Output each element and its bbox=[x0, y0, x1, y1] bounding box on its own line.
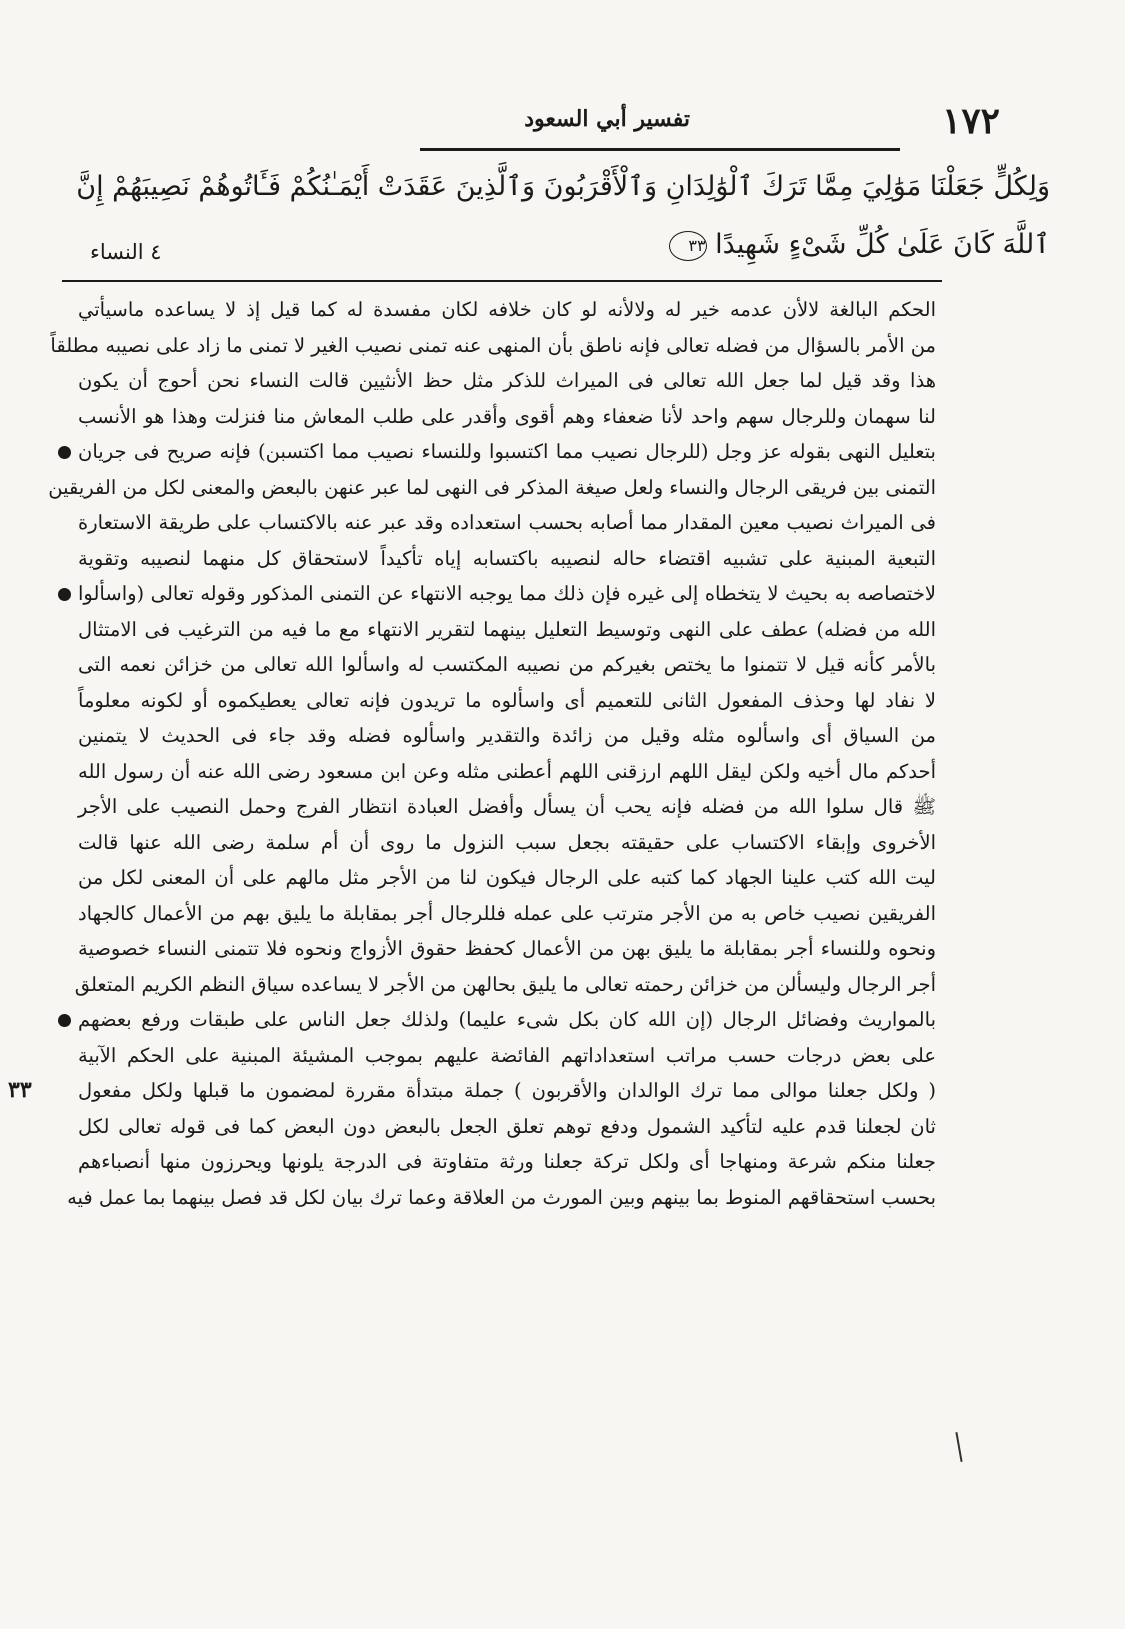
commentary-line: ثان لجعلنا قدم عليه لتأكيد الشمول ودفع توهم تعلق الجعل بالبعض دون البعض كما فى قوله تعالى لكل bbox=[78, 1114, 936, 1138]
header-rule bbox=[420, 148, 900, 151]
commentary-line-bulleted bbox=[78, 434, 936, 470]
commentary-line: لا نفاد لها وحذف المفعول الثانى للتعميم أى واسألوه ما تريدون فإنه تعالى يعطيكموه أو لكونه معلوماً bbox=[78, 688, 936, 712]
page-number: ١٧٢ bbox=[941, 100, 1000, 142]
quran-verse bbox=[76, 158, 1050, 274]
commentary-line-text: ( ولكل جعلنا موالى مما ترك الوالدان والأقربون ) جملة مبتدأة مقررة لمضمون ما قبلها ولكل مفعول bbox=[78, 1079, 936, 1102]
commentary-line: التمنى بين فريقى الرجال والنساء ولعل صيغة المذكر فى النهى لما عبر عنهن بالبعض والمعنى لكل من الفريقين bbox=[48, 475, 936, 499]
commentary-line: الله من فضله) عطف على النهى وتوسيط التعليل بينهما لتقرير الانتهاء مع ما فيه من الترغيب فى الامتثال bbox=[78, 617, 936, 641]
commentary-line: أحدكم مال أخيه ولكن ليقل اللهم ارزقنى اللهم أعطنى مثله وعن ابن مسعود رضى الله عنه أن رسول الله bbox=[78, 759, 936, 783]
commentary-line: ليت الله كتب علينا الجهاد كما كتبه على الرجال فيكون لنا من الأجر مثل مالهم على أن المعنى لكل من bbox=[78, 866, 936, 889]
commentary-line: على بعض درجات حسب مراتب استعداداتهم الفائضة عليهم بموجب المشيئة المبنية على الحكم الآبية bbox=[78, 1043, 936, 1067]
verse-line-2 bbox=[80, 216, 1050, 274]
margin-verse-number: ٣٣ bbox=[8, 1077, 32, 1103]
commentary-line-bulleted bbox=[78, 1002, 936, 1038]
verse-number-marker: ٣٣ bbox=[669, 231, 707, 261]
commentary-line: لنا سهمان وللرجال سهم واحد لأنا ضعفاء وهم أقوى وأقدر على طلب المعاش منا فنزلت وهذا هو الأنسب bbox=[78, 404, 936, 428]
commentary-line-text: لاختصاصه به بحيث لا يتخطاه إلى غيره فإن ذلك مما يوجبه الانتهاء عن التمنى المذكور وقوله تعالى (واسألوا bbox=[78, 582, 936, 605]
commentary-line: بحسب استحقاقهم المنوط بما بينهم وبين المورث من العلاقة وعما ترك بيان لكل قد فصل بينهما بما عمل فيه bbox=[67, 1185, 936, 1209]
surah-reference: ٤ النساء bbox=[90, 240, 162, 264]
commentary-line: الحكم البالغة لالأن عدمه خير له ولالأنه لو كان خلافه لكان مفسدة له كما قيل إذ لا يساعده ماسيأتي bbox=[78, 298, 936, 321]
verse-line-2-text: ٱللَّهَ كَانَ عَلَىٰ كُلِّ شَىْءٍ شَهِيدًا bbox=[715, 229, 1050, 260]
bullet-marker bbox=[58, 588, 71, 601]
bullet-marker bbox=[58, 1014, 71, 1027]
commentary-text bbox=[8, 292, 936, 1215]
commentary-line: جعلنا منكم شرعة ومنهاجا أى ولكل تركة جعلنا ورثة متفاوتة فى الدرجة يلونها ويحرزون منها أنصباءهم bbox=[78, 1150, 936, 1173]
commentary-line: الفريقين نصيب خاص به من الأجر مترتب على عمله فللرجال أجر بمقابلة ما يليق بهم من الأعمال كالجهاد bbox=[78, 901, 936, 925]
bullet-marker bbox=[58, 446, 71, 459]
commentary-line: بالأمر كأنه قيل لا تتمنوا ما يختص بغيركم من نصيبه المكتسب له واسألوا الله تعالى من خزائن نعمه التى bbox=[78, 653, 936, 676]
commentary-line: ﷺ قال سلوا الله من فضله فإنه يحب أن يسأل وأفضل العبادة انتظار الفرج وحمل النصيب على الأجر bbox=[78, 795, 936, 818]
commentary-line-text: بتعليل النهى بقوله عز وجل (للرجال نصيب مما اكتسبوا وللنساء نصيب مما اكتسبن) فإنه صريح فى جريان bbox=[78, 440, 936, 463]
commentary-line: من الأمر بالسؤال من فضله تعالى فإنه ناطق بأن المنهى عنه تمنى نصيب الغير لا تمنى ما زاد على نصيبه مطلقاً bbox=[50, 333, 936, 357]
verse-line-1: وَلِكُلٍّ جَعَلْنَا مَوَٰلِيَ مِمَّا تَرَكَ ٱلْوَٰلِدَانِ وَٱلْأَقْرَبُونَ وَٱلَّذِينَ عَقَدَتْ أَيْمَـٰنُكُمْ فَـَٔاتُوهُمْ نَصِيبَهُمْ إِنَّ bbox=[76, 171, 1050, 202]
page-mark bbox=[955, 1432, 962, 1462]
running-title: تفسير أبي السعود bbox=[524, 106, 690, 132]
commentary-line-text: بالمواريث وفضائل الرجال (إن الله كان بكل شىء عليما) ولذلك جعل الناس على طبقات ورفع بعضهم bbox=[78, 1008, 936, 1031]
commentary-line: الأخروى وإبقاء الاكتساب على حقيقته بجعل سبب النزول ما روى أن أم سلمة رضى الله عنها قالت bbox=[78, 830, 936, 854]
commentary-line-numbered bbox=[8, 1073, 936, 1109]
commentary-line: فى الميراث نصيب معين المقدار مما أصابه بحسب استعداده وقد عبر عنه بالاكتساب على طريقة الاستعارة bbox=[78, 511, 936, 534]
commentary-line-bulleted bbox=[78, 576, 936, 612]
commentary-line: ونحوه وللنساء أجر بمقابلة ما يليق بهن من الأعمال كحفظ حقوق الأزواج ونحوه فلا تتمنى النساء خصوصية bbox=[78, 937, 936, 960]
commentary-line: أجر الرجال وليسألن من خزائن رحمته تعالى ما يليق بحالهن من الأجر لا يساعده سياق النظم الكريم المتعلق bbox=[74, 972, 936, 996]
verse-divider-rule bbox=[62, 280, 942, 282]
commentary-line: التبعية المبنية على تشبيه اقتضاء حاله لنصيبه باكتسابه إياه تأكيداً لاستحقاق كل منهما لنصيبه وتقوية bbox=[78, 546, 936, 570]
commentary-line: من السياق أى واسألوه مثله وقيل من زائدة والتقدير واسألوه فضله وقد جاء فى الحديث لا يتمنين bbox=[78, 724, 936, 747]
page-header bbox=[60, 100, 1060, 150]
commentary-line: هذا وقد قيل لما جعل الله تعالى فى الميراث للذكر مثل حظ الأنثيين قالت النساء نحن أحوج أن يكون bbox=[78, 369, 936, 392]
